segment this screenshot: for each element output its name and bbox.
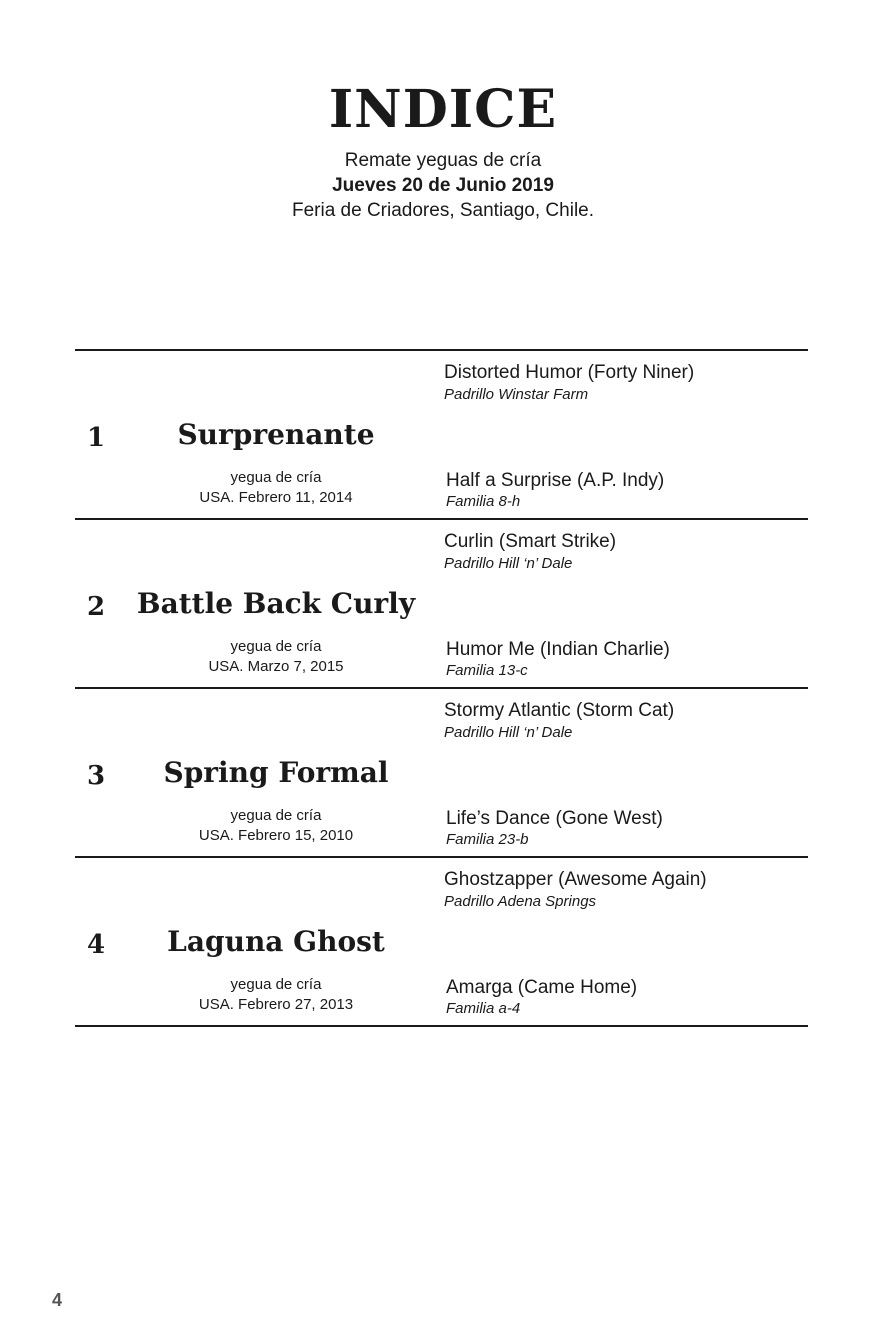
page-number: 4 (52, 1290, 63, 1310)
dam-name: Half a Surprise (A.P. Indy) (446, 470, 665, 491)
sire-note: Padrillo Hill ‘n’ Dale (444, 724, 573, 741)
dam-note: Familia 23-b (446, 831, 529, 848)
lot-number: 3 (87, 761, 106, 791)
dam-note: Familia 8-h (446, 493, 521, 510)
subtitle-date: Jueves 20 de Junio 2019 (332, 175, 554, 196)
sire-name: Curlin (Smart Strike) (444, 531, 617, 552)
lot-name: Laguna Ghost (167, 925, 385, 958)
lot-row (75, 351, 808, 520)
sire-note: Padrillo Adena Springs (444, 893, 597, 910)
subtitle-auction: Remate yeguas de cría (344, 150, 542, 171)
lot-number: 2 (87, 592, 106, 622)
lot-name: Surprenante (177, 418, 375, 451)
lot-type: yegua de cría (230, 976, 322, 993)
dam-note: Familia 13-c (446, 662, 528, 679)
lot-name: Spring Formal (163, 756, 389, 789)
subtitle-venue: Feria de Criadores, Santiago, Chile. (291, 200, 595, 221)
sire-name: Distorted Humor (Forty Niner) (444, 362, 695, 383)
lot-type: yegua de cría (230, 469, 322, 486)
lot-row (75, 689, 808, 858)
lot-type: yegua de cría (230, 638, 322, 655)
sire-note: Padrillo Hill ‘n’ Dale (444, 555, 573, 572)
dam-name: Life’s Dance (Gone West) (446, 808, 663, 829)
dam-note: Familia a-4 (446, 1000, 521, 1017)
page-title: INDICE (328, 79, 558, 140)
sire-note: Padrillo Winstar Farm (444, 386, 589, 403)
lot-row (75, 520, 808, 689)
lot-type: yegua de cría (230, 807, 322, 824)
lots-table (75, 349, 808, 1027)
lot-origin: USA. Febrero 11, 2014 (199, 489, 353, 506)
lot-number: 4 (87, 930, 106, 960)
lot-row (75, 858, 808, 1027)
sire-name: Stormy Atlantic (Storm Cat) (444, 700, 675, 721)
dam-name: Amarga (Came Home) (446, 977, 638, 998)
lot-number: 1 (87, 423, 106, 453)
dam-name: Humor Me (Indian Charlie) (446, 639, 670, 660)
lot-origin: USA. Febrero 15, 2010 (198, 827, 354, 844)
lot-origin: USA. Febrero 27, 2013 (198, 996, 354, 1013)
lot-origin: USA. Marzo 7, 2015 (208, 658, 344, 675)
sire-name: Ghostzapper (Awesome Again) (444, 869, 707, 890)
lot-name: Battle Back Curly (136, 587, 416, 620)
